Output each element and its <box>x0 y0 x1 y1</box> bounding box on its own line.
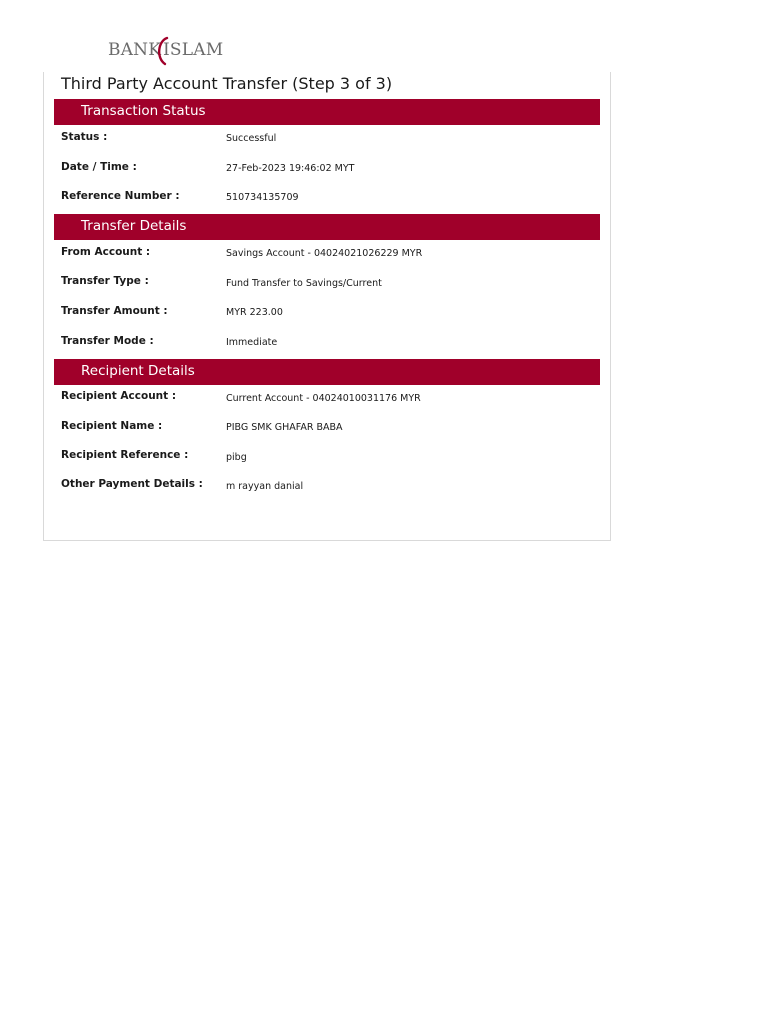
section-title: Transaction Status <box>81 103 206 119</box>
recipient-account-label: Recipient Account : <box>61 390 177 402</box>
status-label: Status : <box>61 131 108 143</box>
recipient-name-value: PIBG SMK GHAFAR BABA <box>226 422 343 433</box>
section-title: Recipient Details <box>81 363 195 379</box>
section-title: Transfer Details <box>81 218 187 234</box>
transfer-amount-value: MYR 223.00 <box>226 307 283 318</box>
transfer-mode-value: Immediate <box>226 337 278 348</box>
from-account-value: Savings Account - 04024021026229 MYR <box>226 248 423 259</box>
recipient-name-label: Recipient Name : <box>61 420 163 432</box>
recipient-reference-value: pibg <box>226 452 247 463</box>
reference-number-label: Reference Number : <box>61 190 180 202</box>
date-time-label: Date / Time : <box>61 161 137 173</box>
status-value: Successful <box>226 133 277 144</box>
section-header-transfer-details <box>54 214 600 240</box>
transfer-amount-label: Transfer Amount : <box>61 305 168 317</box>
reference-number-value: 510734135709 <box>226 192 299 203</box>
section-header-transaction-status <box>54 99 600 125</box>
other-payment-details-value: m rayyan danial <box>226 481 304 492</box>
logo-word-bank: BANK <box>108 40 162 60</box>
transfer-type-label: Transfer Type : <box>61 275 149 287</box>
recipient-account-value: Current Account - 04024010031176 MYR <box>226 393 421 404</box>
other-payment-details-label: Other Payment Details : <box>61 478 203 490</box>
date-time-value: 27-Feb-2023 19:46:02 MYT <box>226 163 355 174</box>
bank-islam-logo <box>108 36 228 68</box>
section-header-recipient-details <box>54 359 600 385</box>
logo-word-islam: ISLAM <box>163 40 224 60</box>
recipient-reference-label: Recipient Reference : <box>61 449 189 461</box>
transfer-mode-label: Transfer Mode : <box>61 335 154 347</box>
page-title: Third Party Account Transfer (Step 3 of 3) <box>61 74 393 93</box>
transfer-type-value: Fund Transfer to Savings/Current <box>226 278 382 289</box>
from-account-label: From Account : <box>61 246 151 258</box>
